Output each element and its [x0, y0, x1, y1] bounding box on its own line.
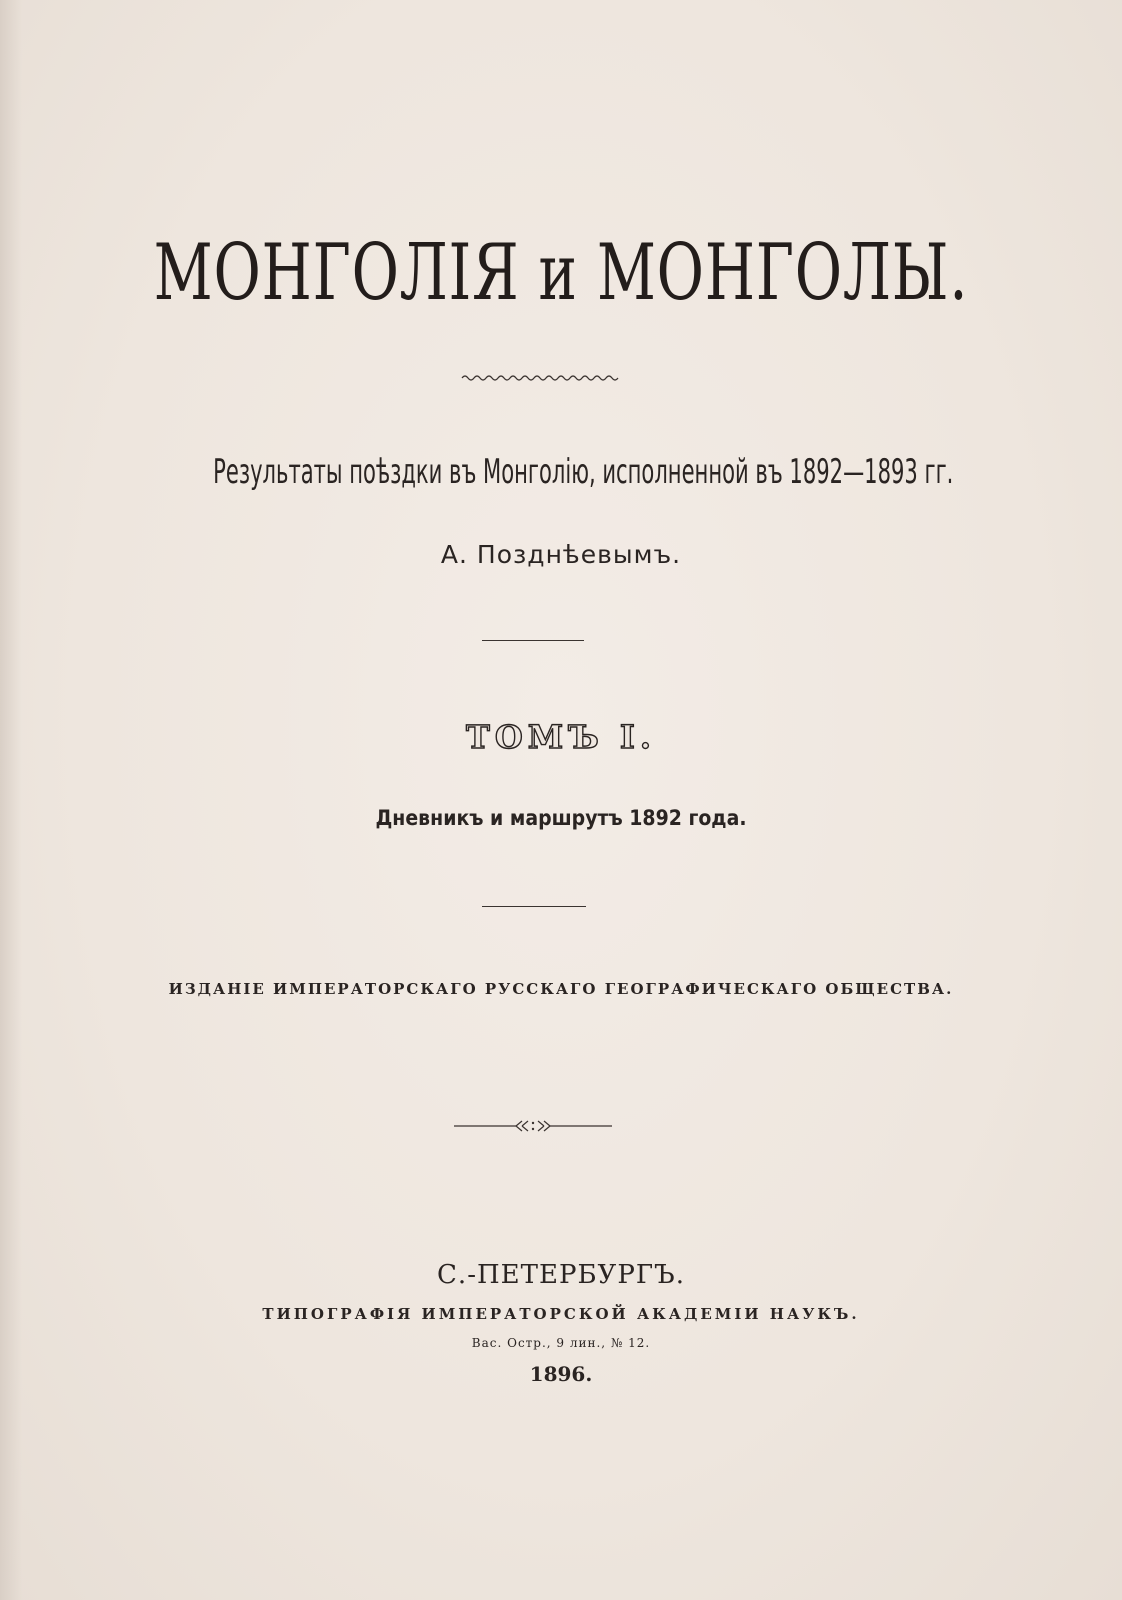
rule-divider-2	[482, 906, 586, 907]
book-title: МОНГОЛІЯ и МОНГОЛЫ.	[153, 228, 969, 318]
volume-heading	[0, 718, 1122, 756]
imprint-year: 1896.	[529, 1362, 593, 1386]
arrow-divider-ornament	[452, 1118, 614, 1134]
book-subtitle: Результаты поѣздки въ Монголію, исполненной въ 1892—1893 гг.	[213, 452, 954, 492]
author-line: А. Позднѣевымъ.	[440, 540, 682, 569]
volume-subtitle: Дневникъ и маршрутъ 1892 года.	[375, 806, 747, 830]
imprint-city: С.-ПЕТЕРБУРГЪ.	[437, 1260, 685, 1290]
wavy-rule-ornament	[460, 372, 620, 384]
spine-shadow	[0, 0, 22, 1600]
edition-statement: ИЗДАНІЕ ИМПЕРАТОРСКАГО РУССКАГО ГЕОГРАФИЧЕСКАГО ОБЩЕСТВА.	[168, 980, 954, 998]
imprint-address: Вас. Остр., 9 лин., № 12.	[471, 1336, 651, 1350]
rule-divider-1	[482, 640, 584, 641]
volume-label: ТОМЪ I.	[466, 718, 656, 756]
imprint-press: ТИПОГРАФІЯ ИМПЕРАТОРСКОЙ АКАДЕМІИ НАУКЪ.	[262, 1305, 860, 1323]
